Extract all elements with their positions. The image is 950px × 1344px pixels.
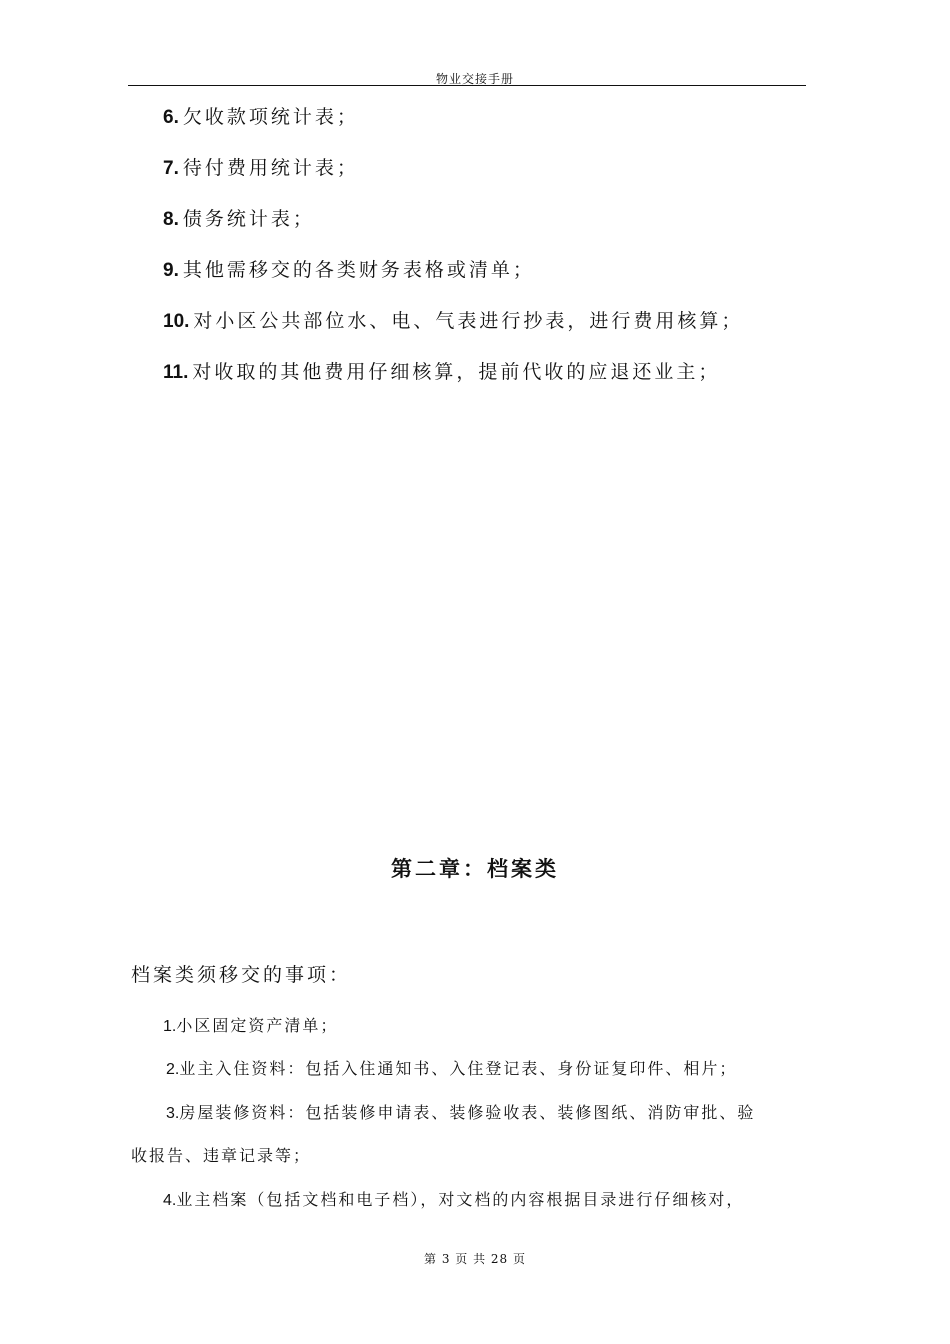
item-text: 对收取的其他费用仔细核算，提前代收的应退还业主；: [192, 361, 721, 383]
item-text: 对小区公共部位水、电、气表进行抄表，进行费用核算；: [193, 310, 744, 332]
item-number: 6.: [163, 107, 179, 128]
item-number: 4.: [163, 1192, 177, 1209]
list-item-continuation: 收报告、违章记录等；: [131, 1146, 312, 1165]
list-item: [163, 306, 743, 333]
item-text: 小区固定资产清单；: [176, 1016, 339, 1035]
list-item: [163, 255, 535, 282]
page-number: 第 3 页 共 28 页: [424, 1252, 526, 1266]
list-item: [163, 1013, 338, 1036]
archive-intro: 档案类须移交的事项：: [131, 964, 352, 986]
item-number: 3.: [166, 1105, 180, 1122]
item-text: 业主档案（包括文档和电子档），对文档的内容根据目录进行仔细核对，: [176, 1190, 745, 1209]
list-item: [166, 1100, 755, 1123]
item-text: 欠收款项统计表；: [182, 106, 359, 128]
item-number: 10.: [163, 311, 190, 332]
list-item: [163, 204, 315, 231]
item-number: 8.: [163, 209, 179, 230]
list-item: [163, 357, 720, 384]
item-number: 7.: [163, 158, 179, 179]
list-item: [166, 1056, 737, 1079]
item-text: 债务统计表；: [182, 208, 315, 230]
header-rule: [128, 85, 806, 86]
list-item: [163, 153, 359, 180]
header-title: 物业交接手册: [435, 72, 514, 86]
item-number: 2.: [166, 1061, 180, 1078]
list-item: [163, 1187, 744, 1210]
item-text: 待付费用统计表；: [182, 157, 359, 179]
item-number: 11.: [163, 362, 189, 383]
item-number: 9.: [163, 260, 179, 281]
item-text: 其他需移交的各类财务表格或清单；: [182, 259, 535, 281]
item-number: 1.: [163, 1018, 177, 1035]
item-text: 业主入住资料：包括入住通知书、入住登记表、身份证复印件、相片；: [179, 1059, 738, 1078]
list-item: [163, 102, 359, 129]
item-text: 房屋装修资料：包括装修申请表、装修验收表、装修图纸、消防审批、验: [179, 1103, 756, 1122]
page-footer: [0, 1250, 950, 1267]
chapter-title: 第二章：档案类: [391, 856, 559, 881]
